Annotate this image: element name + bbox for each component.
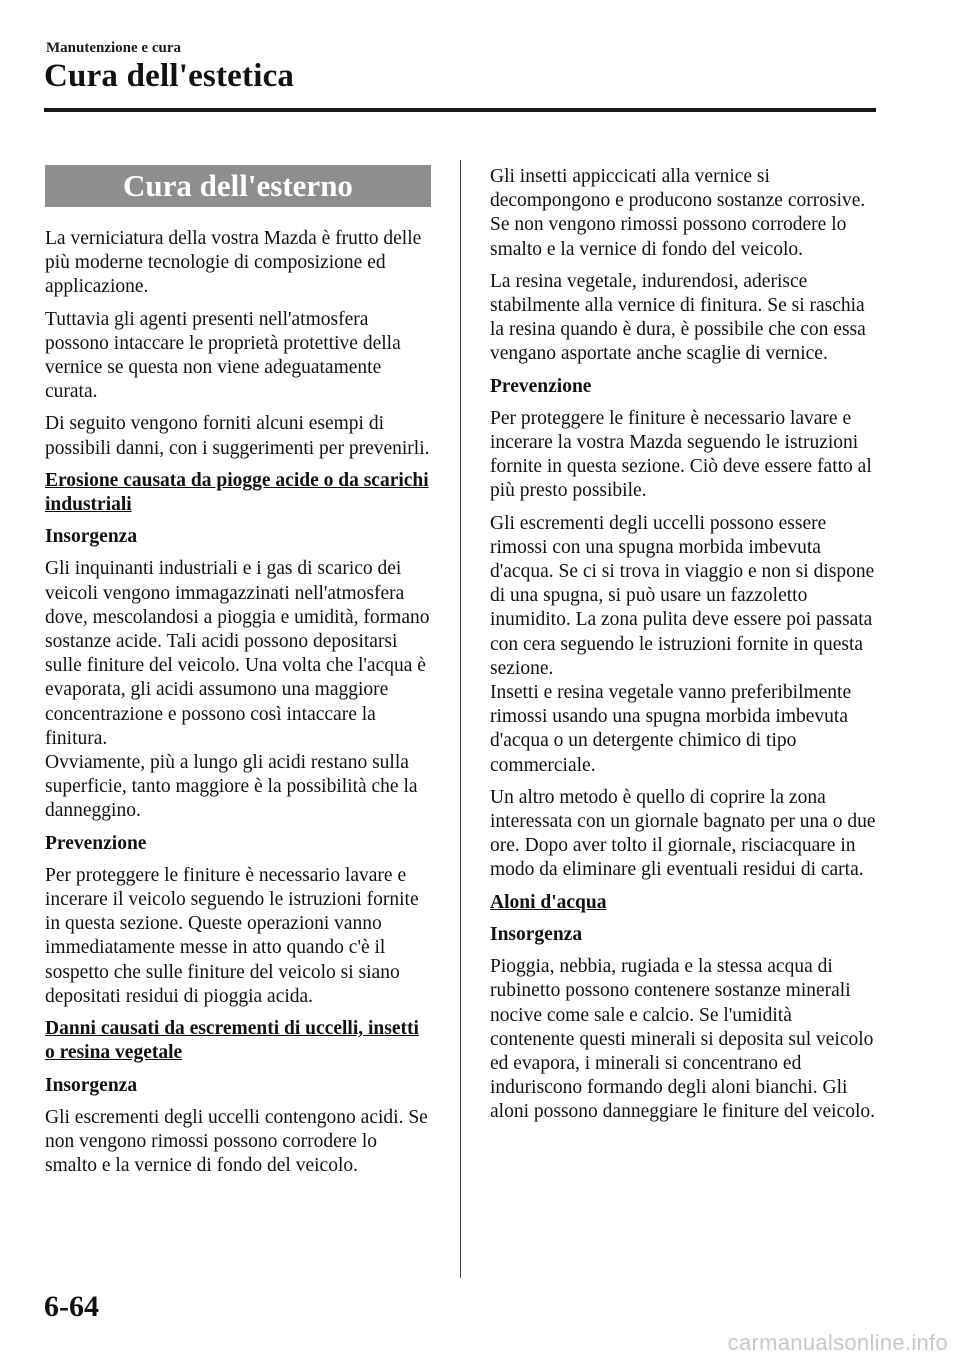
page-title: Cura dell'estetica — [44, 58, 295, 94]
column-divider — [460, 160, 461, 1278]
insects-resin-removal-text: Insetti e resina vegetale vanno preferibilmente rimossi usando una spugna morbida imbevuta d'acqua o un detergente chimico di tipo commerciale. — [490, 682, 852, 776]
intro-paragraph-3: Di seguito vengono forniti alcuni esempi di possibili danni, con i suggerimenti per prevenirli. — [45, 413, 430, 459]
bird-droppings-cause-text: Gli escrementi degli uccelli contengono acidi. Se non vengono rimossi possono corrodere lo smalto e la vernice di fondo del veicolo. — [45, 1106, 428, 1177]
droppings-removal-text: Gli escrementi degli uccelli possono essere rimossi con una spugna morbida imbevuta d'acqua. Se ci si trova in viaggio e non si dispone di una spugna, si può usare un fazzoletto inumidito. La zona pulita deve essere poi passata con cera seguendo le istruzioni fornite in questa sezione. — [490, 512, 875, 679]
newspaper-method-text: Un altro metodo è quello di coprire la zona interessata con un giornale bagnato per una o due ore. Dopo aver tolto il giornale, risciacquare in modo da eliminare gli eventuali residui di carta. — [490, 786, 876, 881]
watermark: carmanualsonline.info — [727, 1330, 948, 1355]
acid-rain-cause-text-2: Ovviamente, più a lungo gli acidi restano sulla superficie, tanto maggiore è la possibilità che la danneggino. — [45, 752, 418, 822]
page-number: 6-64 — [44, 1290, 99, 1323]
header-rule — [44, 108, 876, 112]
intro-paragraph-1: La verniciatura della vostra Mazda è frutto delle più moderne tecnologie di composizione ed applicazione. — [45, 228, 422, 298]
acid-rain-cause-heading: Insorgenza — [45, 526, 138, 548]
resin-text: La resina vegetale, indurendosi, aderisce stabilmente alla vernice di finitura. Se si raschia la resina quando è dura, è possibile che con essa vengano asportate anche scaglie di vernice. — [490, 270, 866, 365]
droppings-prevention-heading: Prevenzione — [490, 375, 592, 397]
bird-droppings-cause-heading: Insorgenza — [45, 1074, 138, 1096]
acid-rain-cause-text: Gli inquinanti industriali e i gas di scarico dei veicoli vengono immagazzinati nell'atmosfera dove, mescolandosi a pioggia e umidità, formano sostanze acide. Tali acidi possono depositarsi sulle finiture del veicolo. Una volta che l'acqua è evaporata, gli acidi assumono una maggiore concentrazione e possono così intaccare la finitura. — [45, 558, 430, 749]
left-column — [45, 165, 431, 1186]
acid-rain-prevention-heading: Prevenzione — [45, 832, 147, 854]
droppings-prevention-text: Per proteggere le finiture è necessario lavare e incerare la vostra Mazda seguendo le istruzioni fornite in questa sezione. Ciò deve essere fatto al più presto possibile. — [490, 407, 872, 502]
water-spots-cause-text: Pioggia, nebbia, rugiada e la stessa acqua di rubinetto possono contenere sostanze minerali nocive come sale e calcio. Se l'umidità contenente questi minerali si deposita sul veicolo ed evapora, i minerali si concentrano ed induriscono formando degli aloni bianchi. Gli aloni possono danneggiare le finiture del veicolo. — [490, 956, 876, 1123]
acid-rain-heading: Erosione causata da piogge acide o da scarichi industriali — [45, 469, 429, 516]
water-spots-heading: Aloni d'acqua — [490, 891, 607, 913]
right-column — [490, 165, 876, 1133]
section-banner: Cura dell'esterno — [45, 165, 431, 207]
bird-droppings-heading: Danni causati da escrementi di uccelli, insetti o resina vegetale — [45, 1018, 419, 1064]
water-spots-cause-heading: Insorgenza — [490, 923, 583, 945]
intro-paragraph-2: Tuttavia gli agenti presenti nell'atmosfera possono intaccare le proprietà protettive della vernice se questa non viene adeguatamente curata. — [45, 308, 401, 403]
acid-rain-prevention-text: Per proteggere le finiture è necessario lavare e incerare il veicolo seguendo le istruzioni fornite in questa sezione. Queste operazioni vanno immediatamente messe in atto quando c'è il sospetto che sulle finiture del veicolo si siano depositati residui di pioggia acida. — [45, 864, 419, 1007]
section-label: Manutenzione e cura — [46, 40, 181, 56]
insects-text: Gli insetti appiccicati alla vernice si decompongono e producono sostanze corrosive. Se non vengono rimossi possono corrodere lo smalto e la vernice di fondo del veicolo. — [490, 166, 866, 260]
